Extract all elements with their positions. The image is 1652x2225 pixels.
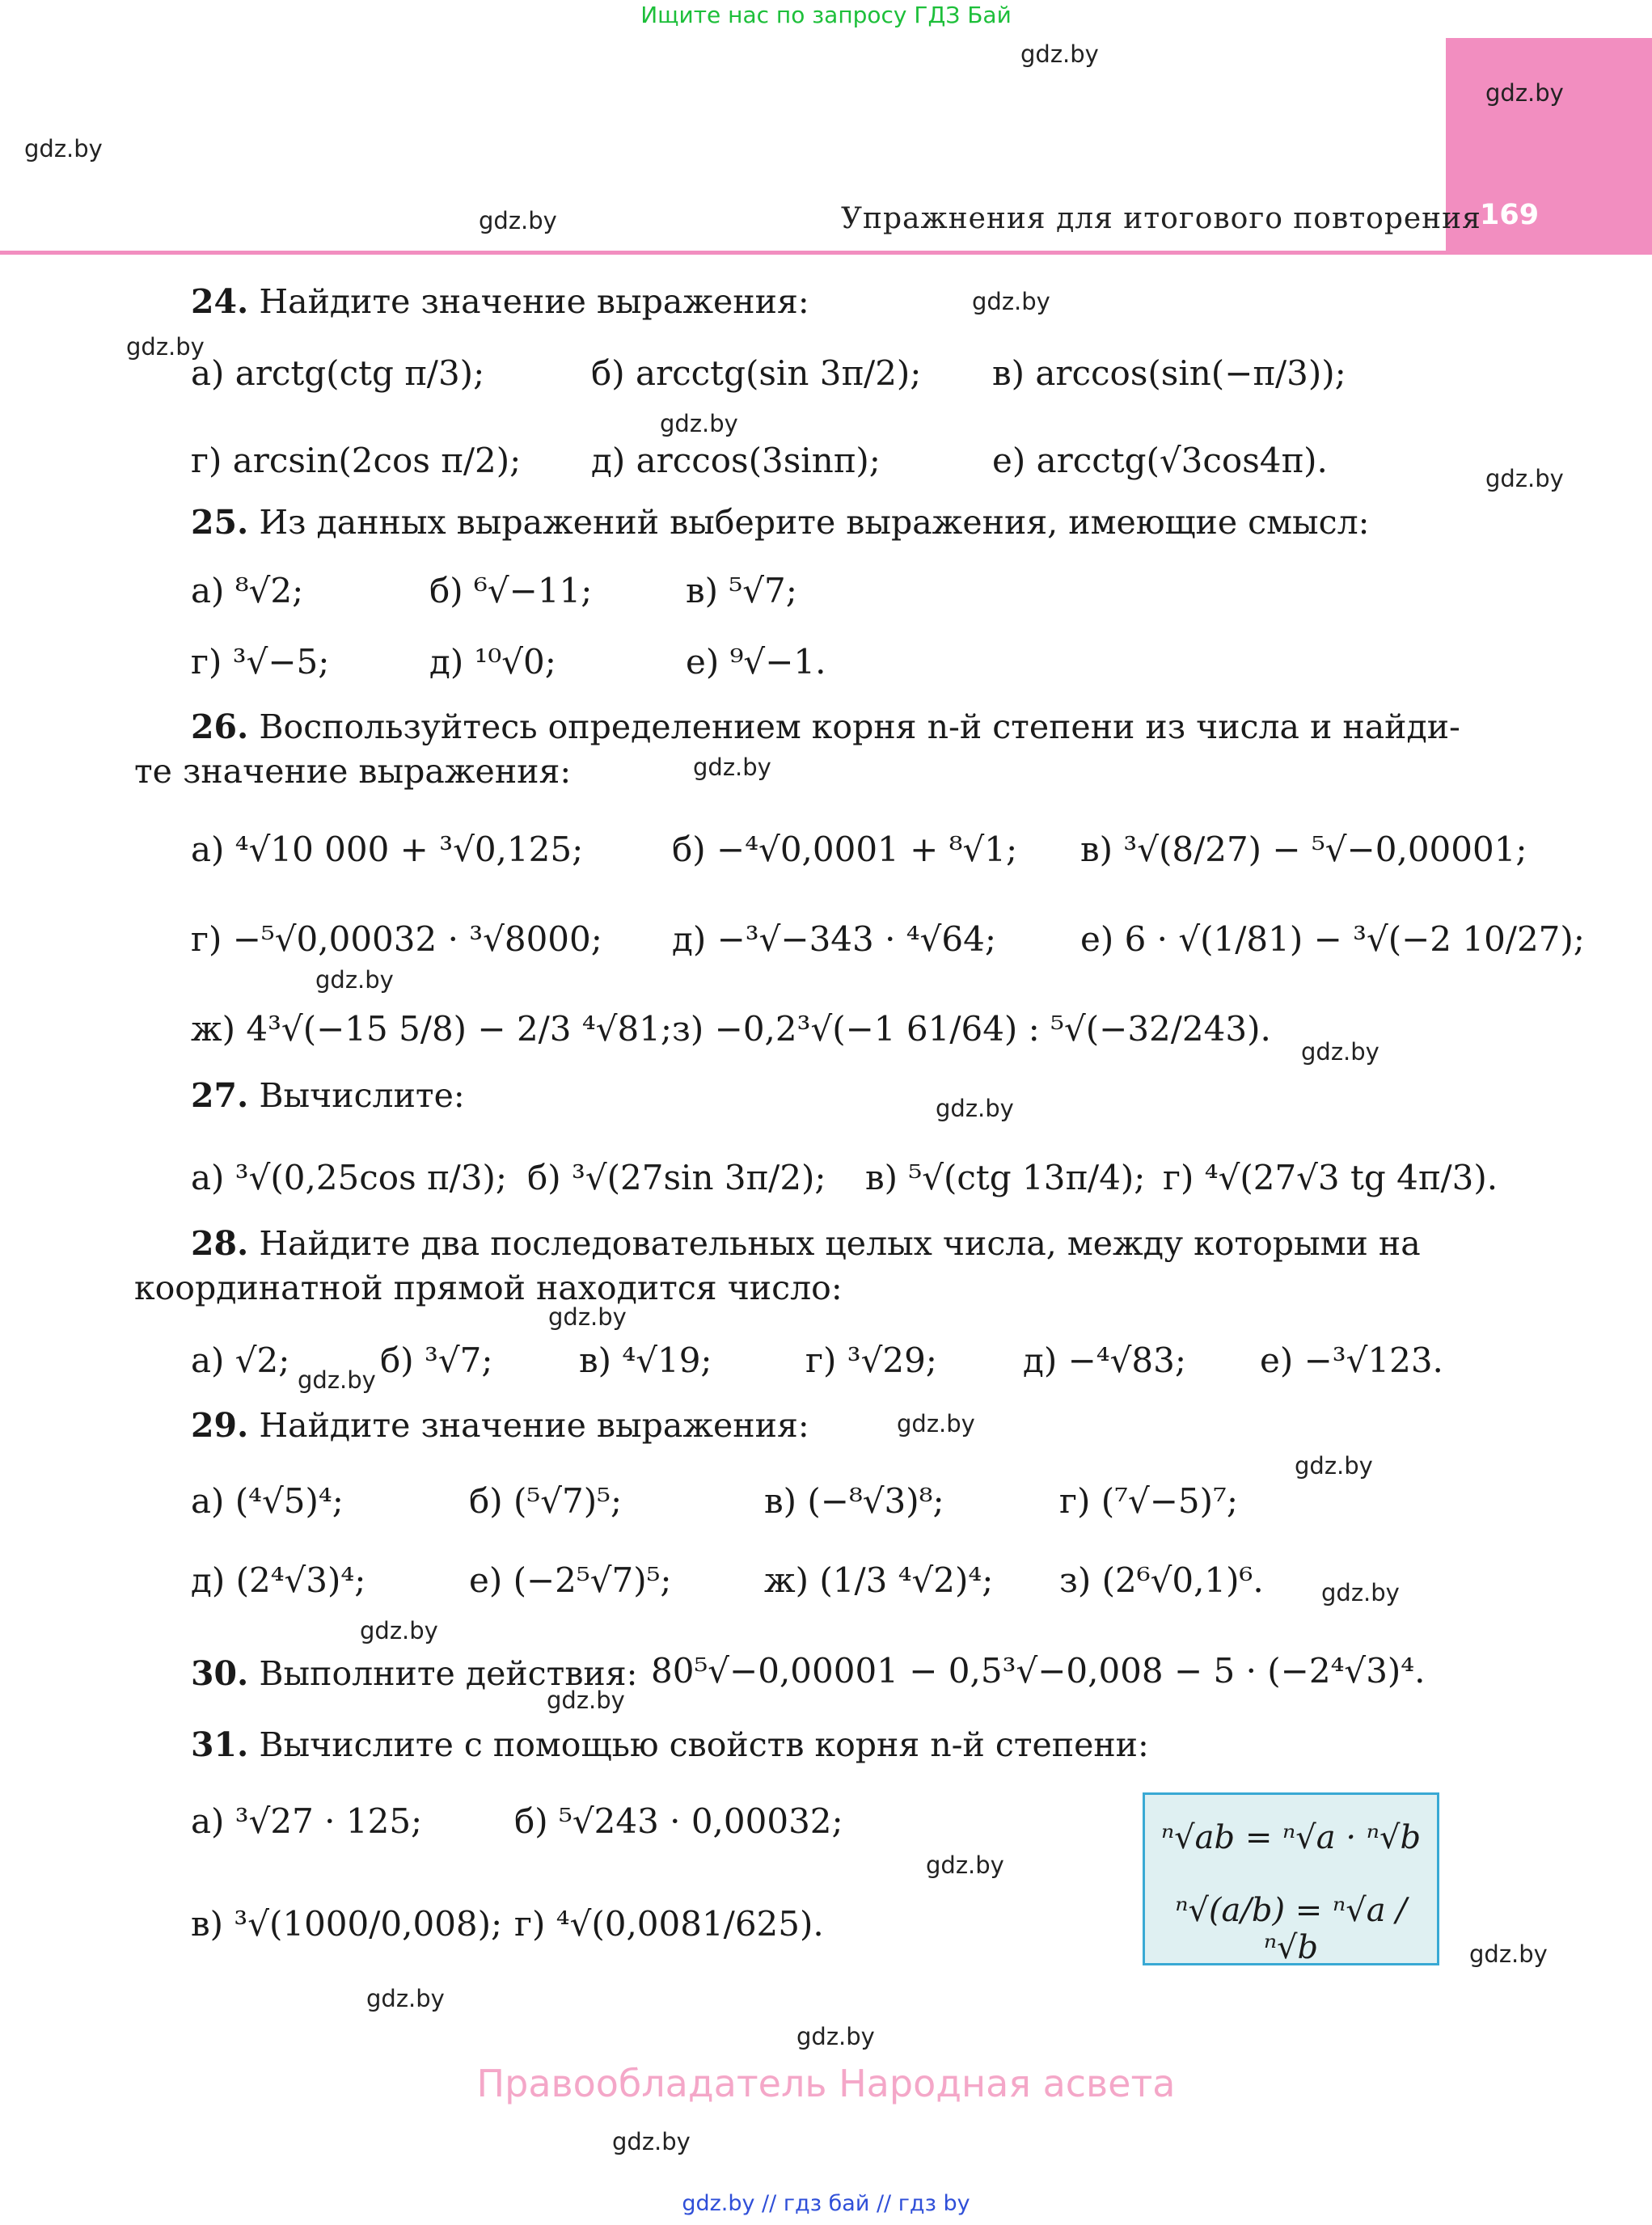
watermark: gdz.by xyxy=(315,966,394,994)
problem-26-item: б) −⁴√0,0001 + ⁸√1; xyxy=(672,830,1018,869)
root-properties-box xyxy=(1143,1792,1439,1965)
problem-30-expression: 80⁵√−0,00001 − 0,5³√−0,008 − 5 · (−2⁴√3)⁴. xyxy=(651,1651,1426,1691)
top-link[interactable]: Ищите нас по запросу ГДЗ Бай xyxy=(640,2,1012,28)
problem-31-item: в) ³√(1000/0,008); xyxy=(191,1904,503,1944)
watermark: gdz.by xyxy=(1301,1038,1379,1066)
watermark: gdz.by xyxy=(693,754,771,781)
watermark: gdz.by xyxy=(548,1303,627,1331)
problem-29-item: з) (2⁶√0,1)⁶. xyxy=(1059,1560,1264,1600)
problem-28-item: д) −⁴√83; xyxy=(1023,1340,1186,1380)
watermark: gdz.by xyxy=(612,2128,691,2155)
problem-29-item: е) (−2⁵√7)⁵; xyxy=(469,1560,672,1600)
problem-24-item: б) arcctg(sin 3π/2); xyxy=(591,353,922,393)
problem-26-item: д) −³√−343 · ⁴√64; xyxy=(672,919,996,959)
problem-26-item: з) −0,2³√(−1 61/64) : ⁵√(−32/243). xyxy=(672,1009,1271,1049)
problem-28-item: в) ⁴√19; xyxy=(579,1340,712,1380)
watermark: gdz.by xyxy=(897,1410,975,1438)
problem-29-item: ж) (1/3 ⁴√2)⁴; xyxy=(764,1560,994,1600)
problem-29-heading: 29. Найдите значение выражения: xyxy=(191,1406,809,1445)
running-header: Упражнения для итогового повторения xyxy=(841,202,1481,235)
problem-29-item: в) (−⁸√3)⁸; xyxy=(764,1481,944,1521)
problem-28-item: а) √2; xyxy=(191,1340,290,1380)
problem-26-item: е) 6 · √(1/81) − ³√(−2 10/27); xyxy=(1080,919,1585,959)
problem-25-item: а) ⁸√2; xyxy=(191,571,304,610)
problem-29-item: г) (⁷√−5)⁷; xyxy=(1059,1481,1239,1521)
problem-25-item: е) ⁹√−1. xyxy=(686,642,826,682)
watermark: gdz.by xyxy=(1295,1452,1373,1480)
problem-28-item: е) −³√123. xyxy=(1260,1340,1443,1380)
watermark: gdz.by xyxy=(796,2023,875,2050)
problem-24-heading: 24. Найдите значение выражения: xyxy=(191,282,809,321)
problem-24-item: г) arcsin(2cos π/2); xyxy=(191,441,522,480)
watermark: gdz.by xyxy=(972,288,1050,315)
watermark: gdz.by xyxy=(936,1095,1014,1122)
root-quotient-rule: ⁿ√(a/b) = ⁿ√a / ⁿ√b xyxy=(1175,1892,1407,1966)
watermark: gdz.by xyxy=(660,410,738,437)
problem-26-heading-cont: те значение выражения: xyxy=(134,752,572,791)
watermark: gdz.by xyxy=(24,135,103,163)
header-rule xyxy=(0,251,1446,255)
problem-25-item: г) ³√−5; xyxy=(191,642,330,682)
problem-24-item: д) arccos(3sinπ); xyxy=(591,441,881,480)
problem-29-item: б) (⁵√7)⁵; xyxy=(469,1481,623,1521)
page-number: 169 xyxy=(1480,199,1540,231)
problem-31-item: г) ⁴√(0,0081/625). xyxy=(514,1904,824,1944)
problem-26-item: в) ³√(8/27) − ⁵√−0,00001; xyxy=(1080,830,1527,869)
copyright-notice: Правообладатель Народная асвета xyxy=(476,2062,1176,2105)
problem-31-item: а) ³√27 · 125; xyxy=(191,1801,423,1841)
watermark: gdz.by xyxy=(1469,1940,1548,1968)
problem-31-heading: 31. Вычислите с помощью свойств корня n-й степени: xyxy=(191,1725,1149,1764)
problem-28-heading: 28. Найдите два последовательных целых числа, между которыми на xyxy=(191,1224,1421,1263)
problem-25-item: б) ⁶√−11; xyxy=(429,571,593,610)
watermark: gdz.by xyxy=(1485,79,1564,107)
problem-31-item: б) ⁵√243 · 0,00032; xyxy=(514,1801,843,1841)
problem-28-item: б) ³√7; xyxy=(380,1340,493,1380)
watermark: gdz.by xyxy=(298,1366,376,1394)
problem-27-item: а) ³√(0,25cos π/3); xyxy=(191,1158,508,1197)
watermark: gdz.by xyxy=(360,1617,438,1644)
problem-28-item: г) ³√29; xyxy=(805,1340,937,1380)
problem-27-heading: 27. Вычислите: xyxy=(191,1076,465,1115)
problem-29-item: д) (2⁴√3)⁴; xyxy=(191,1560,366,1600)
watermark: gdz.by xyxy=(126,333,205,361)
watermark: gdz.by xyxy=(926,1851,1004,1879)
root-product-rule: ⁿ√ab = ⁿ√a · ⁿ√b xyxy=(1160,1819,1422,1856)
problem-25-item: д) ¹⁰√0; xyxy=(429,642,556,682)
watermark: gdz.by xyxy=(366,1985,445,2012)
problem-25-item: в) ⁵√7; xyxy=(686,571,797,610)
watermark: gdz.by xyxy=(1020,40,1099,68)
problem-30-heading: 30. Выполните действия: xyxy=(191,1654,638,1693)
watermark: gdz.by xyxy=(479,207,557,234)
watermark: gdz.by xyxy=(1321,1579,1400,1606)
problem-24-item: а) arctg(ctg π/3); xyxy=(191,353,485,393)
problem-26-item: а) ⁴√10 000 + ³√0,125; xyxy=(191,830,584,869)
problem-27-item: г) ⁴√(27√3 tg 4π/3). xyxy=(1163,1158,1498,1197)
problem-26-item: г) −⁵√0,00032 · ³√8000; xyxy=(191,919,602,959)
problem-26-item: ж) 4³√(−15 5/8) − 2/3 ⁴√81; xyxy=(191,1009,673,1049)
problem-24-item: в) arccos(sin(−π/3)); xyxy=(992,353,1346,393)
problem-29-item: а) (⁴√5)⁴; xyxy=(191,1481,344,1521)
problem-26-heading: 26. Воспользуйтесь определением корня n-й степени из числа и найди- xyxy=(191,707,1460,746)
problem-27-item: в) ⁵√(ctg 13π/4); xyxy=(865,1158,1146,1197)
watermark: gdz.by xyxy=(1485,465,1564,492)
problem-28-heading-cont: координатной прямой находится число: xyxy=(134,1269,843,1307)
problem-24-item: е) arcctg(√3cos4π). xyxy=(992,441,1328,480)
footer-links[interactable]: gdz.by // гдз бай // гдз by xyxy=(682,2191,970,2216)
problem-27-item: б) ³√(27sin 3π/2); xyxy=(527,1158,826,1197)
watermark: gdz.by xyxy=(547,1687,625,1714)
problem-25-heading: 25. Из данных выражений выберите выражения, имеющие смысл: xyxy=(191,503,1370,542)
